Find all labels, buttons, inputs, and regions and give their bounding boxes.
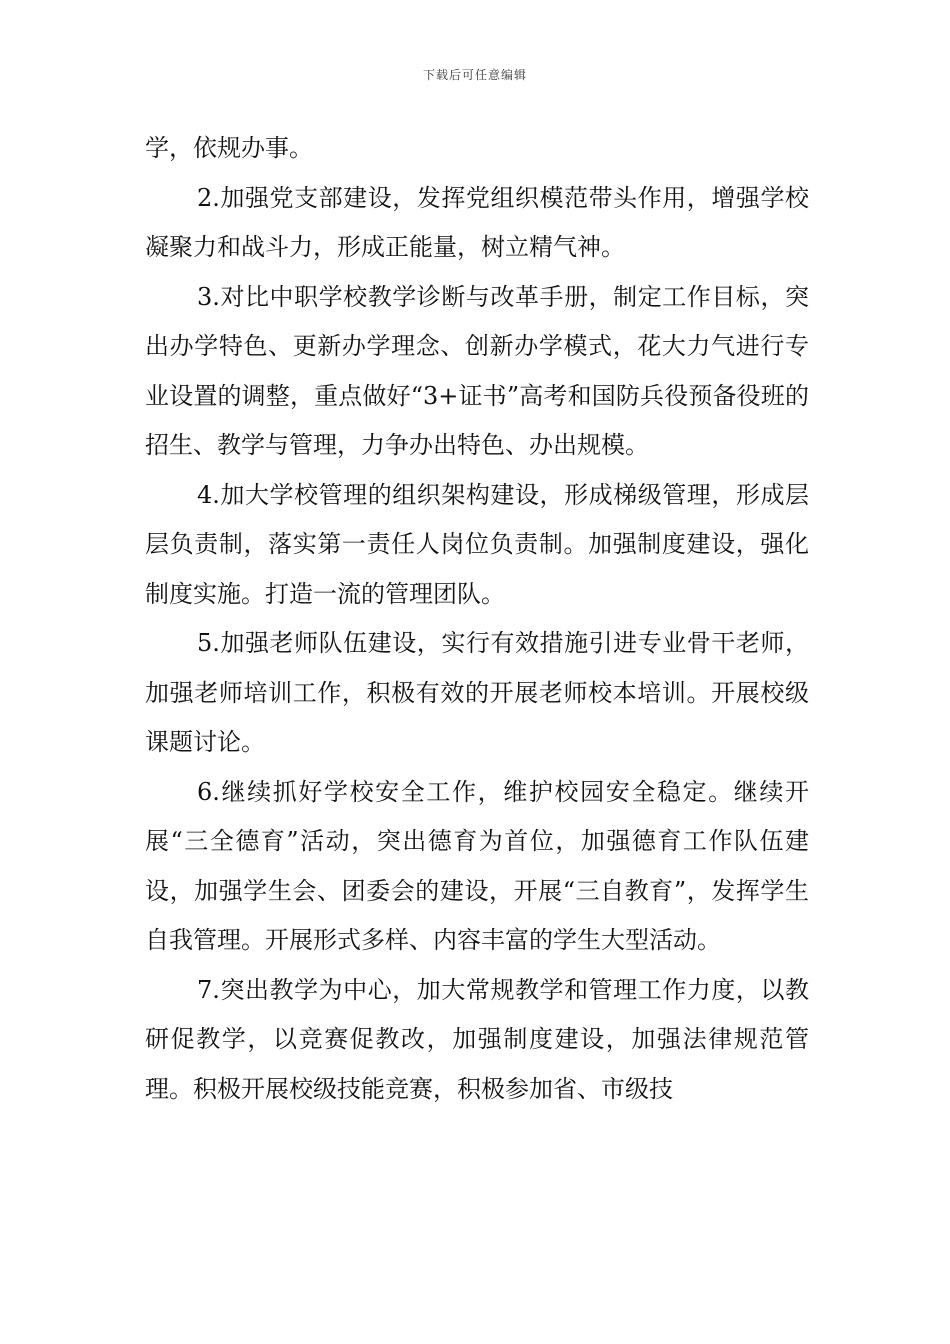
- paragraph-continuation: 学，依规办事。: [145, 134, 313, 162]
- document-body: [145, 124, 809, 1114]
- paragraph-item-7: 7.突出教学为中心，加大常规教学和管理工作力度，以教研促教学，以竞赛促教改，加强制度建设，加强法律规范管理。积极开展校级技能竞赛，积极参加省、市级技: [145, 975, 809, 1103]
- paragraph-item-6: 6.继续抓好学校安全工作，维护校园安全稳定。继续开展“三全德育”活动，突出德育为首位，加强德育工作队伍建设，加强学生会、团委会的建设，开展“三自教育”，发挥学生自我管理。开展形式多样、内容丰富的学生大型活动。: [145, 777, 809, 954]
- paragraph-item-4: 4.加大学校管理的组织架构建设，形成梯级管理，形成层层负责制，落实第一责任人岗位负责制。加强制度建设，强化制度实施。打造一流的管理团队。: [145, 480, 809, 608]
- paragraph-item-5: 5.加强老师队伍建设，实行有效措施引进专业骨干老师，加强老师培训工作，积极有效的开展老师校本培训。开展校级课题讨论。: [145, 629, 809, 756]
- paragraph-item-3: 3.对比中职学校教学诊断与改革手册，制定工作目标，突出办学特色、更新办学理念、创新办学模式，花大力气进行专业设置的调整，重点做好“3+证书”高考和国防兵役预备役班的招生、教学与管理，力争办出特色、办出规模。: [145, 282, 809, 459]
- page-header: 下载后可任意编辑: [422, 68, 527, 82]
- paragraph-item-2: 2.加强党支部建设，发挥党组织模范带头作用，增强学校凝聚力和战斗力，形成正能量，树立精气神。: [145, 183, 809, 261]
